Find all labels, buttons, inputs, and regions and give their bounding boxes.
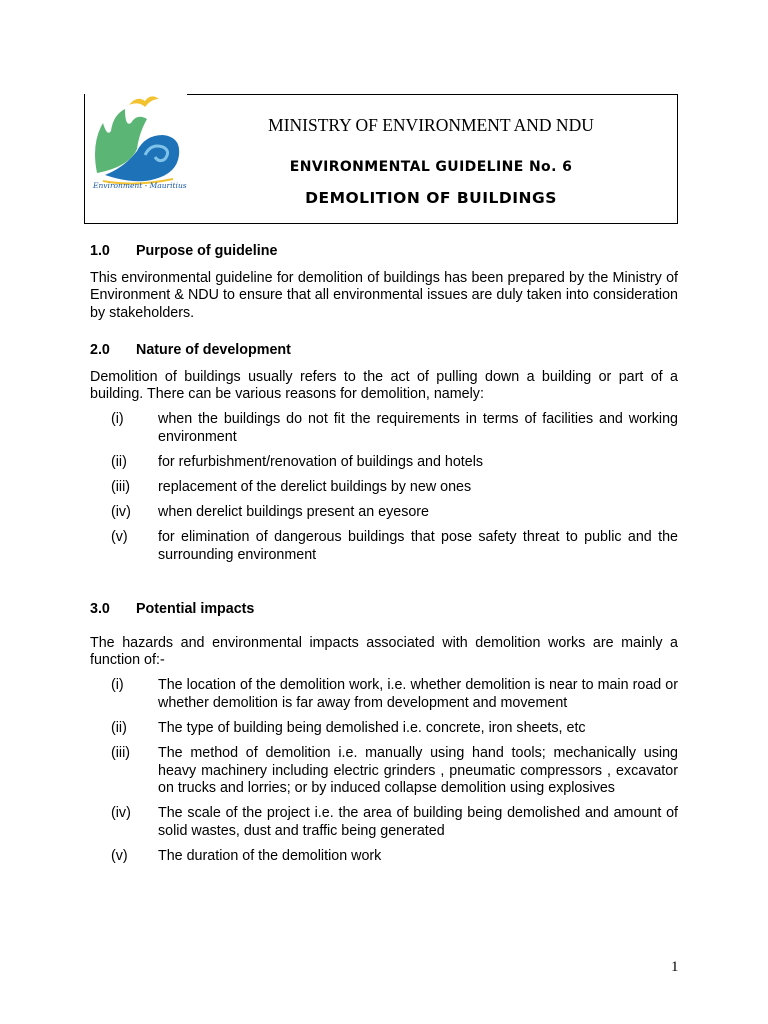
section-heading xyxy=(90,243,678,261)
list-marker: (iii) xyxy=(111,745,131,762)
page-number: 1 xyxy=(671,959,679,975)
list-item-text: The duration of the demolition work xyxy=(158,848,382,865)
list-item xyxy=(90,504,678,522)
list-item-text: The scale of the project i.e. the area of building being demolished and amount of solid wastes, dust and traffic being generated xyxy=(158,805,678,839)
list-item-text: when the buildings do not fit the requirements in terms of facilities and working environment xyxy=(158,411,678,445)
section-number: 2.0 xyxy=(90,342,110,358)
logo-caption: Environment - Mauritius xyxy=(93,181,187,190)
logo-graphic-icon xyxy=(85,93,187,193)
list-marker: (iv) xyxy=(111,504,131,521)
list-marker: (ii) xyxy=(111,719,127,736)
list-marker: (iv) xyxy=(111,805,131,822)
list-item xyxy=(90,805,678,840)
list-item-text: The method of demolition i.e. manually using hand tools; mechanically using heavy machinery including electric grinders , pneumatic compressors , excavator on trucks and lorries; or by induced collapse demolition using explosives xyxy=(158,745,678,797)
list-item xyxy=(90,720,678,738)
section-title: Nature of development xyxy=(136,342,291,358)
guideline-number: ENVIRONMENTAL GUIDELINE No. 6 xyxy=(289,159,573,175)
list-item xyxy=(90,677,678,712)
document-header xyxy=(84,94,678,224)
section-paragraph: This environmental guideline for demolition of buildings has been prepared by the Ministry of Environment & NDU to ensure that all environmental issues are duly taken into consideration by stakeholders. xyxy=(90,269,678,321)
list-item xyxy=(90,848,678,866)
section-paragraph: The hazards and environmental impacts associated with demolition works are mainly a function of:- xyxy=(90,634,678,669)
list-marker: (v) xyxy=(111,848,128,865)
ministry-name: MINISTRY OF ENVIRONMENT AND NDU xyxy=(268,115,594,135)
list-item-text: The location of the demolition work, i.e. whether demolition is near to main road or whether demolition is far away from development and movement xyxy=(158,677,678,711)
list-item xyxy=(90,411,678,446)
section-heading xyxy=(90,601,678,619)
list-item xyxy=(90,745,678,798)
list-item-text: for elimination of dangerous buildings that pose safety threat to public and the surrounding environment xyxy=(158,529,678,563)
section-title: Purpose of guideline xyxy=(136,243,278,259)
section-heading xyxy=(90,342,678,360)
section-number: 3.0 xyxy=(90,601,110,617)
list-marker: (i) xyxy=(111,677,124,694)
section-title: Potential impacts xyxy=(136,601,255,617)
section-paragraph: Demolition of buildings usually refers to the act of pulling down a building or part of a building. There can be various reasons for demolition, namely: xyxy=(90,368,678,403)
section-number: 1.0 xyxy=(90,243,110,259)
list-item-text: The type of building being demolished i.e. concrete, iron sheets, etc xyxy=(158,719,586,736)
list-marker: (ii) xyxy=(111,453,127,470)
list-item xyxy=(90,529,678,564)
document-title: DEMOLITION OF BUILDINGS xyxy=(305,189,557,207)
list-item xyxy=(90,479,678,497)
ministry-logo xyxy=(85,93,187,203)
section-impacts xyxy=(90,601,678,873)
list-marker: (i) xyxy=(111,411,124,428)
list-marker: (iii) xyxy=(111,479,131,496)
section-purpose xyxy=(90,243,678,322)
list-marker: (v) xyxy=(111,529,128,546)
list-item-text: replacement of the derelict buildings by new ones xyxy=(158,479,472,496)
section-nature xyxy=(90,342,678,572)
list-item-text: when derelict buildings present an eyesore xyxy=(158,504,430,521)
list-item xyxy=(90,454,678,472)
list-item-text: for refurbishment/renovation of buildings and hotels xyxy=(158,453,484,470)
